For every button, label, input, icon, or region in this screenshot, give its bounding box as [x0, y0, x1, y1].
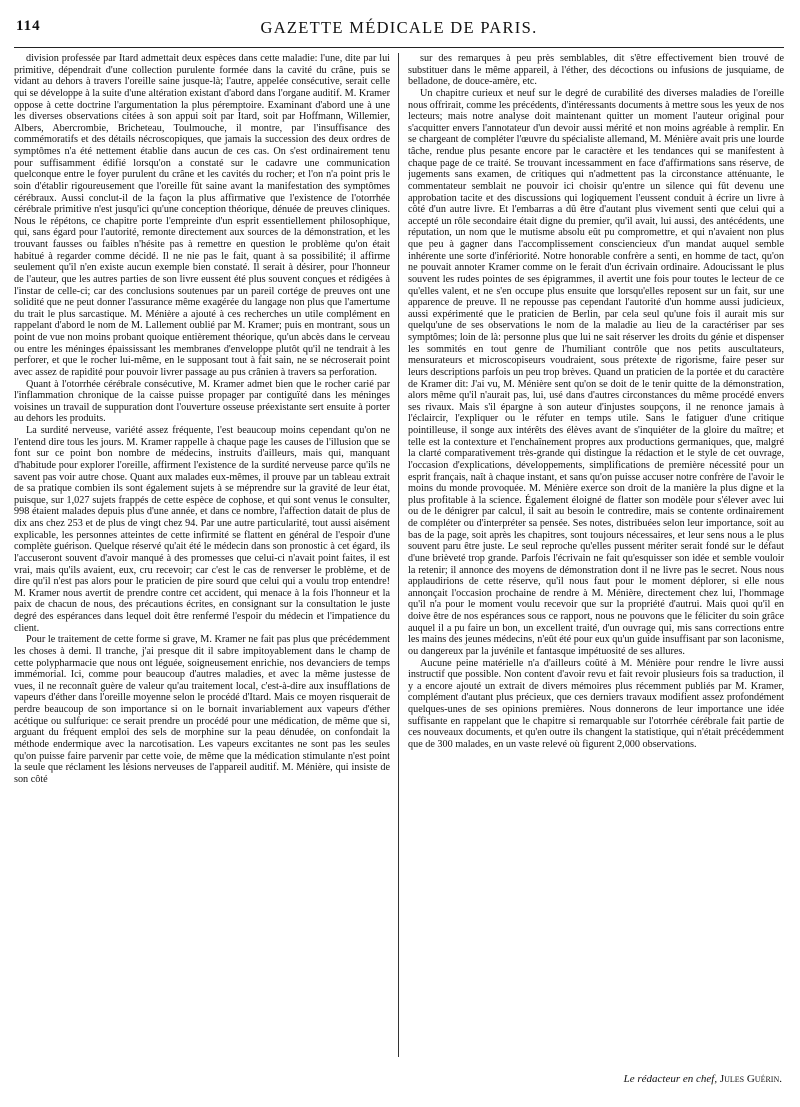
paragraph: Pour le traitement de cette forme si grave, M. Kramer ne fait pas plus que précédemment les choses à demi. Il tranche, j'ai presque dit il sabre impitoyablement dans le champ de cette polypharmacie que nous ont léguée, soigneusement enrichie, nos devanciers de temps immémorial. Ici, comme pour beaucoup d'autres maladies, et avec la même justesse de vues, il ne reconnaît guère de valeur qu'au traitement local, c'est-à-dire aux insufflations de vapeurs d'éther dans l'oreille moyenne selon le procédé d'Itard. Mais ce moyen risquerait de perdre beaucoup de son importance si on le bornait invariablement aux vapeurs d'éther acétique ou sulfurique: ce serait prendre un procédé pour une médication, de même que si, arguant du fréquent emploi des sels de morphine sur la peau dénudée, on confondait la méthode endermique avec la narcotisation. Les vapeurs excitantes ne sont pas les seules qu'on puisse faire parvenir par cette voie, de même que la médication stimulante n'est point la seule que réclament les lésions nerveuses de l'appareil auditif. M. Ménière, qui insiste de son côté [14, 634, 390, 785]
signature-label: Le rédacteur en chef, [623, 1073, 718, 1085]
left-column [14, 53, 390, 1067]
journal-title: GAZETTE MÉDICALE DE PARIS. [260, 18, 538, 37]
page-number: 114 [16, 18, 41, 34]
column-divider [398, 53, 399, 1057]
paragraph: sur des remarques à peu près semblables, dit s'être effectivement bien trouvé de substituer dans le même appareil, à l'éther, des décoctions ou infusions de jusquiame, de belladone, de douce-amère, etc. [408, 53, 784, 88]
header-rule [14, 47, 784, 48]
paragraph: Un chapitre curieux et neuf sur le degré de curabilité des diverses maladies de l'oreille nous offrirait, comme les précédents, d'intéressants documents à mettre sous les yeux de nos lecteurs; mais notre analyse doit maintenant quitter un moment l'auteur original pour s'acquitter envers l'annotateur d'un devoir aussi mérité et non moins agréable à remplir. En se chargeant de compléter l'œuvre du spécialiste allemand, M. Ménière avait pris une lourde tâche, rendue plus pesante encore par le caractère et les tendances qui se manifestent à chaque page de ce traité. Se trouvant incessamment en face d'affirmations sans réserve, de jugements sans examen, de critiques qui n'admettent pas la circonstance atténuante, le commentateur semblait ne pouvoir ici choisir qu'entre un silence qui fût devenu une approbation tacite et des discussions qui logiquement l'eussent conduit à écrire un livre à côté d'un autre livre. Et l'embarras a dû être d'autant plus vivement senti que celui qui a accepté un rôle secondaire était digne du premier, qu'il avait, lui aussi, des antécédents, une réputation, un nom que le mutisme absolu eût pu compromettre, et qui n'avaient non plus que peu à gagner dans l'accomplissement consciencieux d'un mandat auquel semble inhérente une sorte d'infériorité. Notre honorable confrère a senti, en homme de tact, qu'on ne pouvait annoter Kramer comme on le ferait d'un écrivain ordinaire. Adoucissant le plus souvent les rudes pointes de ses épigrammes, il avertit une fois pour toutes le lecteur de ce qu'elles valent, et ne s'en occupe plus ensuite que lorsqu'elles reposent sur un fait, sur une apparence de preuve. Il ne repousse pas cependant l'autorité d'un homme aussi judicieux, aussi expérimenté que le praticien de Berlin, par cela seul qu'une fois il aurait mis sur quelqu'une de ses observations le nom de la maladie au lieu de la caractériser par ses symptômes; loin de là: personne plus que lui ne sait réserver les droits du génie et dispenser les sommités en tout genre de l'humiliant contrôle que nos petits auscultateurs, mensurateurs et microscopiseurs voudraient, sous prétexte de rigorisme, faire peser sur leurs descriptions parfois un peu trop brèves. Quand un praticien de la portée et du caractère de Kramer dit: J'ai vu, M. Ménière sent qu'on se doit de le tenir quitte de la démonstration, alors même qu'il n'aurait pas, lui, usé dans d'autres circonstances du même procédé envers ses rivaux. Mais s'il épargne à son auteur d'injustes soupçons, il ne renonce jamais à l'éclaircir, l'expliquer ou le réfuter en temps utile. Sans le fatiguer d'une critique pointilleuse, il songe aux intérêts des élèves avant de s'inquiéter de la gloire du maître; et telle est la contexture et l'enchaînement propres aux productions germaniques, que, malgré la clarté comparativement très-grande qui distingue la rédaction et le style de cet ouvrage, l'occasion d'explications, développements, simplifications de première nécessité pour un esprit français, naît à chaque instant, et sans qu'on puisse accuser notre confrère de l'avoir le moins du monde provoquée. M. Ménière exerce son droit de la manière la plus digne et la plus profitable à la science. Également éloigné de flatter son modèle pour s'élever avec lui ou de le dénigrer par calcul, il sait au besoin le contredire, mais se contente ordinairement de compléter ou d'interpréter sa pensée. Ses notes, distribuées selon leur importance, soit au bas de la page, soit après les chapitres, sont toujours nécessaires, et leur sens nous a le plus souvent paru être juste. Le seul reproche qu'elles pussent mériter serait fondé sur le défaut d'une brièveté trop grande. Parfois l'écrivain ne fait qu'esquisser son idée et semble vouloir la retenir; il annonce des moyens de démonstration dont il ne livre pas le secret. Nous nous applaudirions de cette réserve, qu'il nous faut pour le moment déplorer, si elle nous annonçait l'occasion prochaine de rendre à M. Ménière, directement chez lui, l'hommage qu'il n'a pour le moment voulu recevoir que sur la propriété d'autrui. Mais quoi qu'il en doive être de nos espérances sous ce rapport, nous ne pouvons que le féliciter du soin grâce auquel il a pu faire un bon, un excellent traité, d'un ouvrage qui, mis sans corrections entre les mains des jeunes médecins, n'eût été pour eux qu'un guide insuffisant par son laconisme, ou dangereux par la juvénile et fantasque impétuosité de ses allures. [408, 87, 784, 657]
paragraph: Aucune peine matérielle n'a d'ailleurs coûté à M. Ménière pour rendre le livre aussi instructif que possible. Non content d'avoir revu et fait revoir plusieurs fois sa traduction, il y a encore ajouté un extrait de divers mémoires plus récemment publiés par M. Kramer, complément d'autant plus précieux, que ces derniers travaux modifient assez profondément quelques-unes de ses opinions premières. Nous donnerons de leur importance une idée suffisante en rappelant que le chapitre si remarquable sur l'otorrhée cérébrale fait partie de ces nouveaux documents, et qu'en outre ils changent la statistique, qui n'était précédemment que de 300 malades, en un vaste relevé où figurent 2,000 observations. [408, 657, 784, 750]
page-header [14, 18, 784, 40]
paragraph: Quant à l'otorrhée cérébrale consécutive, M. Kramer admet bien que le rocher carié par l'inflammation chronique de la caisse puisse propager par contiguïté dans les méninges voisines un travail de suppuration dont l'ouverture osseuse préexistante sert ensuite à porter au dehors les produits. [14, 378, 390, 425]
editor-name: Jules Guérin. [719, 1073, 782, 1085]
editor-signature [624, 1073, 782, 1085]
paragraph: division professée par Itard admettait deux espèces dans cette maladie: l'une, dite par lui primitive, dépendrait d'une collection purulente formée dans la cavité du crâne, puis se vidant au dehors à travers l'oreille saine jusque-là; l'autre, appelée consécutive, serait celle qui se développe à la suite d'une altération existant d'abord dans l'organe auditif. M. Kramer oppose à cette doctrine l'argumentation la plus péremptoire. Examinant d'abord une à une les diverses observations citées à son appui soit par Itard, soit par Hoffmann, Willemier, Albers, Abercrombie, Bricheteau, Toulmouche, il montre, par l'insuffisance des commémoratifs et des détails nécroscopiques, que jamais la succession des deux ordres de symptômes n'a été nettement établie dans aucun de ces cas. On s'est ordinairement tenu pour suffisamment édifié lorsqu'on a constaté sur le cadavre une communication quelconque entre le foyer purulent du crâne et les cavités du rocher; et l'on n'a point pris le soin d'établir rigoureusement que l'oreille fût saine avant la manifestation des symptômes cérébraux. Aussi conclut-il de la façon la plus affirmative que l'existence de l'otorrhée cérébrale primitive n'est jusqu'ici qu'une conception théorique, dénuée de preuves cliniques. Nous le répétons, ce chapitre porte l'empreinte d'un esprit essentiellement philosophique, qui, sans égard pour l'autorité, remonte directement aux sources de la démonstration, et les trouvant fausses ou faibles n'hésite pas à remettre en question le problème qu'on était habitué à regarder comme décidé. Il ne nie pas le fait, quant à sa possibilité; il affirme seulement qu'il n'en existe aucun exemple bien constaté. Il serait à désirer, pour l'honneur de l'auteur, que les autres parties de son livre eussent été plus souvent conçues et rédigées à l'instar de celle-ci; car des conclusions soutenues par un pareil cortége de preuves ont une solidité que ne peut donner l'assurance même exagérée du langage non plus que l'amertume du trait le plus sarcastique. M. Ménière a ajouté à ces recherches un utile complément en rappelant d'abord le nom de M. Lallement oublié par M. Kramer; puis en montrant, sous un point de vue non moins probant quoique entièrement théorique, qu'un abcès dans le cerveau ou entre les méninges épaississant les membranes d'enveloppe plutôt qu'il ne tendrait à les perforer, et que le rocher lui-même, en le supposant tout à fait sain, ne se nécroserait point avec assez de rapidité pour pouvoir livrer passage au pus crânien à travers sa perforation. [14, 53, 390, 378]
right-column [408, 53, 784, 1067]
paragraph: La surdité nerveuse, variété assez fréquente, l'est beaucoup moins cependant qu'on ne l'entend dire tous les jours. M. Kramer rappelle à chaque page les causes de l'illusion que se font sur ce point bon nombre de médecins, instruits d'ailleurs, mais qui, manquant d'habitude pour explorer l'oreille, affirment l'existence de la surdité nerveuse parce qu'ils ne savent pas voir autre chose. Quant aux malades eux-mêmes, il prouve par un tableau extrait de sa pratique combien ils sont également sujets à se méprendre sur la gravité de leur état, puisque, sur 1,027 sujets frappés de cette espèce de cophose, et qui sont venus le consulter, 998 étaient malades depuis plus d'une année, et dans ce nombre, l'affection datait de plus de dix ans chez 253 et de plus de vingt chez 94. Par une autre particularité, tout aussi aisément explicable, les personnes atteintes de cette infirmité se flattent en général de l'espoir d'une complète guérison. Quelque réservé qu'ait été le médecin dans son pronostic à cet égard, ils l'accuseront souvent d'avoir manqué à des promesses que celui-ci n'avait point faites, il est vrai, mais qu'ils avaient, eux, cru recevoir; car c'est le cas de renverser le problème, et de dire qu'il n'est pas alors pour le praticien de pire sourd que celui qui a voulu trop entendre! M. Kramer nous avertit de prendre contre cet accident, qui menace à la fois l'honneur et la paix de chacun de nous, des précautions écrites, en consignant sur la consultation le juste degré des espérances dans lequel doit être renfermé l'espoir du médecin et l'impatience du client. [14, 425, 390, 634]
